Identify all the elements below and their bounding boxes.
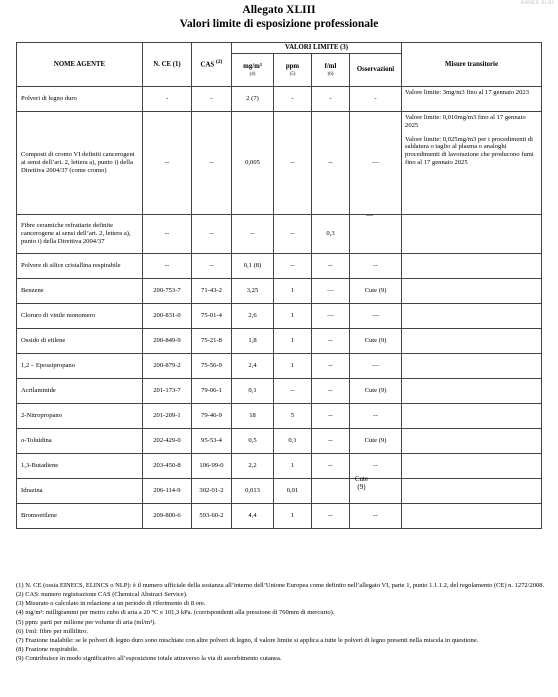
observations-cell: Cute (9) — [350, 379, 402, 404]
mg-value-cell: 2 (7) — [232, 87, 274, 112]
observations-cell: - — [350, 87, 402, 112]
mg-value-cell: 0,005 — [232, 112, 274, 215]
transitional-cell — [402, 454, 542, 479]
fml-value-cell: — — [312, 279, 350, 304]
agent-name-cell: Idrazina — [17, 479, 143, 504]
fml-value-cell: -- — [312, 404, 350, 429]
mg-value-cell: 0,013 — [232, 479, 274, 504]
observations-cell: Cute (9) — [350, 279, 402, 304]
table-row — [17, 87, 542, 112]
ppm-value-cell: 1 — [274, 504, 312, 529]
ppm-value-cell: 1 — [274, 329, 312, 354]
observations-top-mark: — — [366, 211, 374, 220]
transitional-cell — [402, 329, 542, 354]
header-ppm-note: (5) — [289, 71, 296, 77]
cas-number-cell: 75-01-4 — [192, 304, 232, 329]
transitional-cell — [402, 304, 542, 329]
footnote: (8) Frazione respirabile. — [16, 645, 79, 653]
ppm-value-cell: -- — [274, 112, 312, 215]
agent-name-cell: o-Toluidina — [17, 429, 143, 454]
fml-value-cell: -- — [312, 504, 350, 529]
transitional-cell — [402, 354, 542, 379]
cas-number-cell: -- — [192, 112, 232, 215]
observations-cell — [350, 211, 402, 254]
fml-value-cell: -- — [312, 254, 350, 279]
annex-subtitle: Valori limite di esposizione professionale — [179, 18, 379, 30]
fml-value-cell: -- — [312, 112, 350, 215]
fml-value-cell: - — [312, 87, 350, 112]
cas-number-cell: 79-46-9 — [192, 404, 232, 429]
ce-number-cell: 201-173-7 — [143, 379, 192, 404]
agent-name-cell: Cloruro di vinile monomero — [17, 304, 143, 329]
agent-name-cell: Polveri di legno duro — [17, 87, 143, 112]
observations-cell: — — [350, 112, 402, 215]
ce-number-cell: 202-429-0 — [143, 429, 192, 454]
footnote: (3) Misurato o calcolato in relazione a un periodo di riferimento di 8 ore. — [16, 600, 206, 608]
cas-number-cell: 593-60-2 — [192, 504, 232, 529]
mg-value-cell: -- — [232, 215, 274, 254]
agent-name-cell: Fibre ceramiche refrattarie definite cancerogene ai sensi dell’art. 2, lettera a), punto i) della Direttiva 2004/37 — [17, 215, 143, 254]
fml-value-cell: -- — [312, 379, 350, 404]
mg-value-cell: 3,25 — [232, 279, 274, 304]
mg-value-cell: 2,6 — [232, 304, 274, 329]
mg-value-cell: 1,8 — [232, 329, 274, 354]
agent-name-cell: Acrilammide — [17, 379, 143, 404]
mg-value-cell: 4,4 — [232, 504, 274, 529]
mg-value-cell: 0,1 (8) — [232, 254, 274, 279]
transitional-measure: Valore limite: 0,010mg/m3 fino al 17 gennaio 2025 — [405, 114, 526, 129]
table-row — [17, 379, 542, 404]
footnote: (2) CAS: numero registrazione CAS (Chemical Abstract Service). — [16, 591, 188, 599]
ppm-value-cell: 5 — [274, 404, 312, 429]
transitional-cell — [402, 254, 542, 279]
footnote: (4) mg/m³: milligrammi per metro cubo di aria a 20 °C e 101,3 kPa. (corrispondenti alla pressione di 760mm di mercurio). — [16, 609, 335, 617]
header-limits-group: VALORI LIMITE (3) — [232, 43, 402, 54]
fml-value-cell: -- — [312, 454, 350, 479]
ce-number-cell: 200-753-7 — [143, 279, 192, 304]
agent-name-cell: Composti di cromo VI definiti cancerogeni ai sensi dell’art. 2, lettera a), punto i) della Direttiva 2004/37 (come cromo) — [17, 112, 143, 215]
ppm-value-cell: -- — [274, 215, 312, 254]
table-row — [17, 112, 542, 215]
header-observations: Osservazioni — [350, 54, 402, 87]
observations-cell: -- — [350, 454, 402, 479]
footnote: (1) N. CE (ossia EINECS, ELINCS o NLP): è il numero ufficiale della sostanza all’interno dell’Unione Europea come definito nell’allegato VI, parte 1, punto 1.1.1.2, del regolamento (CE) n. 1272/2008. — [16, 582, 545, 589]
ce-number-cell: 201-209-1 — [143, 404, 192, 429]
header-agent: NOME AGENTE — [17, 43, 143, 87]
ce-number-cell: 203-450-8 — [143, 454, 192, 479]
fml-value-cell: -- — [312, 429, 350, 454]
agent-name-cell: 2-Nitropropano — [17, 404, 143, 429]
header-fml — [312, 54, 350, 87]
table-row — [17, 504, 542, 529]
agent-name-cell: Benzene — [17, 279, 143, 304]
header-fml-label: f/ml — [324, 62, 337, 70]
ppm-value-cell: 1 — [274, 279, 312, 304]
table-body — [17, 87, 542, 529]
mg-value-cell: 2,4 — [232, 354, 274, 379]
page-corner-label: ANNEX XLIII — [520, 1, 554, 6]
header-ppm-label: ppm — [285, 62, 300, 70]
cas-number-cell: 106-99-0 — [192, 454, 232, 479]
fml-value-cell — [312, 479, 350, 504]
ppm-value-cell: 1 — [274, 304, 312, 329]
transitional-cell — [402, 429, 542, 454]
header-fml-note: (6) — [327, 71, 334, 77]
table-row — [17, 254, 542, 279]
footnotes — [16, 582, 546, 664]
header-cas-note: (2) — [215, 59, 223, 66]
transitional-cell — [402, 504, 542, 529]
transitional-cell — [402, 479, 542, 504]
fml-value-cell: -- — [312, 354, 350, 379]
fml-value-cell: 0,3 — [312, 215, 350, 254]
observations-cell: — — [350, 304, 402, 329]
observations-cell: — — [350, 354, 402, 379]
header-ppm — [274, 54, 312, 87]
mg-value-cell: 2,2 — [232, 454, 274, 479]
cas-number-cell: 79-06-1 — [192, 379, 232, 404]
ppm-value-cell: 0,1 — [274, 429, 312, 454]
cas-number-cell: 75-21-8 — [192, 329, 232, 354]
header-mg-note: (4) — [249, 71, 256, 77]
ppm-value-cell: -- — [274, 379, 312, 404]
observations-cell: -- — [350, 404, 402, 429]
table-row — [17, 329, 542, 354]
observations-cell: -- — [350, 504, 402, 529]
ce-number-cell: -- — [143, 254, 192, 279]
header-mg — [232, 54, 274, 87]
footnote: (9) Contribuisce in modo significativo all’esposizione totale attraverso la via di assorbimento cutanea. — [16, 655, 282, 663]
ppm-value-cell: 1 — [274, 354, 312, 379]
ppm-value-cell: 0,01 — [274, 479, 312, 504]
ce-number-cell: 200-879-2 — [143, 354, 192, 379]
agent-name-cell: 1,2 – Epossipropano — [17, 354, 143, 379]
cas-number-cell: - — [192, 87, 232, 112]
transitional-cell — [402, 404, 542, 429]
ppm-value-cell: 1 — [274, 454, 312, 479]
mg-value-cell: 0,1 — [232, 379, 274, 404]
ce-number-cell: -- — [143, 112, 192, 215]
table-row — [17, 404, 542, 429]
ce-number-cell: 209-800-6 — [143, 504, 192, 529]
mg-value-cell: 18 — [232, 404, 274, 429]
agent-name-cell: 1,3-Butadiene — [17, 454, 143, 479]
transitional-measure: Valore limite: 0,025mg/m3 per i procedimenti di saldatura o taglio al plasma o analoghi procedimenti di lavorazione che producono fumi fino al 17 gennaio 2025 — [405, 135, 534, 166]
cas-number-cell: 71-43-2 — [192, 279, 232, 304]
footnote: (5) ppm: parti per milione per volume di aria (ml/m³). — [16, 618, 156, 626]
agent-name-cell: Polvere di silice cristallina respirabile — [17, 254, 143, 279]
header-ce-number: N. CE (1) — [143, 43, 192, 87]
ce-number-cell: -- — [143, 215, 192, 254]
table-row — [17, 479, 542, 504]
transitional-cell — [402, 112, 542, 215]
observations-cell: -- — [350, 254, 402, 279]
footnote: (7) Frazione inalabile: se le polveri di legno duro sono mischiate con altre polveri di legno, il valore limite si applica a tutte le polveri di legno presenti nella miscela in questione. — [16, 636, 479, 644]
footnote: (6) f/ml: fibre per millilitro. — [16, 627, 89, 635]
transitional-cell — [402, 379, 542, 404]
ppm-value-cell: - — [274, 87, 312, 112]
cas-number-cell: 302-01-2 — [192, 479, 232, 504]
ppm-value-cell: -- — [274, 254, 312, 279]
transitional-cell — [402, 279, 542, 304]
annex-title: Allegato XLIII — [242, 4, 316, 16]
table-row — [17, 279, 542, 304]
ce-number-cell: 206-114-9 — [143, 479, 192, 504]
agent-name-cell: Bromoetilene — [17, 504, 143, 529]
agent-name-cell: Ossido di etilene — [17, 329, 143, 354]
observations-cell — [350, 475, 402, 504]
fml-value-cell: -- — [312, 329, 350, 354]
transitional-measure: Valore limite: 3mg/m3 fino al 17 gennaio 2023 — [405, 89, 529, 97]
transitional-cell — [402, 215, 542, 254]
cas-number-cell: 95-53-4 — [192, 429, 232, 454]
transitional-cell — [402, 87, 542, 112]
cas-number-cell: 75-56-9 — [192, 354, 232, 379]
ce-number-cell: 200-831-0 — [143, 304, 192, 329]
fml-value-cell: — — [312, 304, 350, 329]
observations-top-mark: Cute (9) — [354, 475, 369, 492]
header-cas-label: CAS — [200, 61, 215, 69]
table-row — [17, 304, 542, 329]
observations-cell: Cute (9) — [350, 429, 402, 454]
header-cas — [192, 43, 232, 87]
header-mg-label: mg/m³ — [243, 62, 262, 70]
cas-number-cell: -- — [192, 254, 232, 279]
mg-value-cell: 0,5 — [232, 429, 274, 454]
observations-cell: Cute (9) — [350, 329, 402, 354]
table-row — [17, 215, 542, 254]
ce-number-cell: 200-849-9 — [143, 329, 192, 354]
cas-number-cell: -- — [192, 215, 232, 254]
header-transitional: Misure transitorie — [402, 43, 542, 87]
exposure-limits-table — [16, 42, 542, 529]
table-row — [17, 354, 542, 379]
table-row — [17, 454, 542, 479]
ce-number-cell: - — [143, 87, 192, 112]
table-row — [17, 429, 542, 454]
